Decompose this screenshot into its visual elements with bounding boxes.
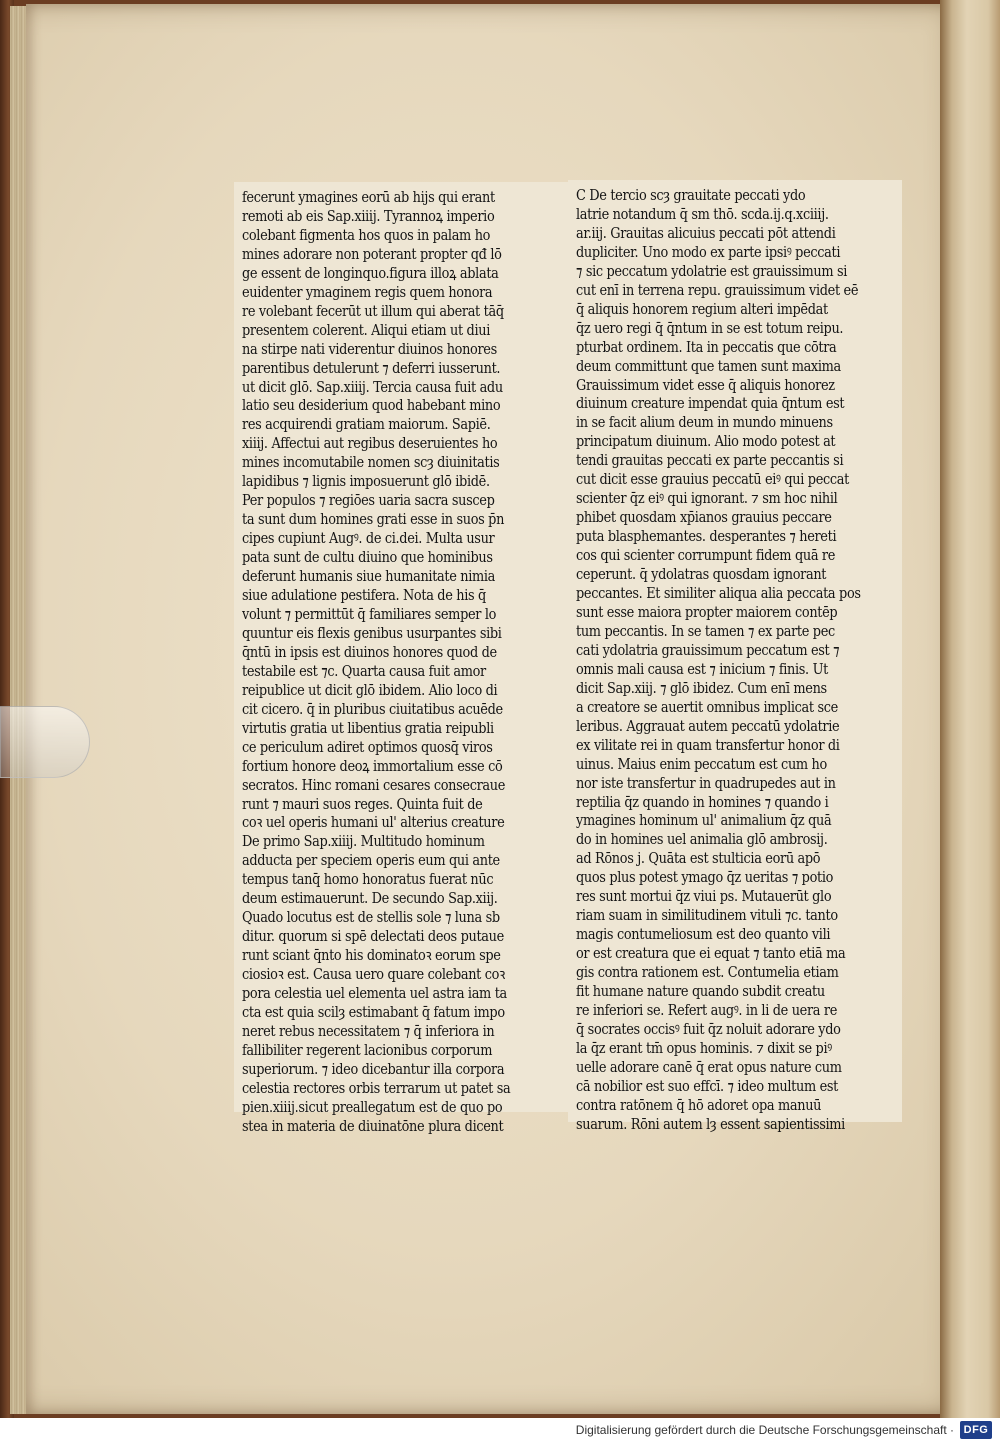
text-line: runt sciant q̄nto his dominatoꝛ eorum spe — [242, 946, 501, 965]
text-line: Per populos ⁊ regiōes uaria sacra suscep — [242, 491, 495, 510]
text-line: virtutis gratia ut libentius gratia reipubli — [242, 718, 494, 737]
text-line: q̄ntū in ipsis est diuinos honores quod de — [242, 642, 497, 661]
text-line: uelle adorare canē q̄ erat opus nature cum — [576, 1057, 842, 1076]
text-line: fortium honore deoꝝ immortalium esse cō — [242, 756, 503, 775]
text-line: cut dicit esse grauius peccatū eiꝰ qui peccat — [576, 470, 849, 489]
text-line: reipublice ut dicit glō ibidem. Alio loco di — [242, 680, 498, 699]
text-line: remoti ab eis Sap.xiiij. Tyrannoꝝ imperio — [242, 206, 495, 225]
text-line: ciosioꝛ est. Causa uero quare colebant coꝛ — [242, 965, 505, 984]
digitization-footer — [0, 1418, 1000, 1445]
text-line: superiorum. ⁊ ideo dicebantur illa corpora — [242, 1059, 505, 1078]
text-line: mines adorare non poterant propter qđ lō — [242, 244, 502, 263]
text-line: parentibus detulerunt ⁊ deferri iusserunt. — [242, 358, 501, 377]
text-line: cut enī in terrena repu. grauissimum videt eē — [576, 280, 859, 299]
text-line: siue adulatione pestifera. Nota de his q̄ — [242, 586, 486, 605]
text-line: in se facit alium deum in mundo minuens — [576, 413, 833, 432]
text-line: res acquirendi gratiam maiorum. Sapiē. — [242, 415, 491, 434]
text-line: ut dicit glō. Sap.xiiij. Tercia causa fuit adu — [242, 377, 503, 396]
text-line: puta blasphemantes. desperantes ⁊ hereti — [576, 527, 837, 546]
text-line: cipes cupiunt Augꝰ. de ci.dei. Multa usur — [242, 529, 495, 548]
text-line: latio seu desiderium quod habebant mino — [242, 396, 501, 415]
text-line: fallibiliter regerent lacionibus corporum — [242, 1040, 493, 1059]
text-line: ta sunt dum homines grati esse in suos p̄n — [242, 510, 505, 529]
text-line: deferunt humanis siue humanitate nimia — [242, 567, 496, 586]
text-line: quos plus potest ymago q̄z ueritas ⁊ potio — [576, 868, 834, 887]
text-line: peccantes. Et similiter aliqua alia peccata pos — [576, 584, 861, 603]
text-line: deum committunt que tamen sunt maxima — [576, 356, 841, 375]
text-line: reptilia q̄z quando in homines ⁊ quando i — [576, 792, 829, 811]
text-line: euidenter ymaginem regis quem honora — [242, 282, 493, 301]
text-line: ceperunt. q̄ ydolatras quosdam ignorant — [576, 565, 827, 584]
text-line: diuinum creature impendat quia q̄ntum est — [576, 394, 845, 413]
text-column-right — [568, 180, 902, 1133]
text-line: ⁊ sic peccatum ydolatrie est grauissimum si — [576, 261, 848, 280]
text-line: suarum. Rōni autem lȝ essent sapientissimi — [576, 1114, 845, 1133]
text-line: latrie notandum q̄ sm thō. scda.ij.q.xciiij. — [576, 204, 829, 223]
text-line: nor iste transfertur in quadrupedes aut in — [576, 773, 836, 792]
text-line: res sunt mortui q̄z viui ps. Mutauerūt glo — [576, 887, 832, 906]
text-column-left — [234, 182, 568, 1135]
text-line: dicit Sap.xiij. ⁊ glō ibidez. Cum enī mens — [576, 678, 827, 697]
text-line: sunt esse maiora propter maiorem contēp — [576, 602, 838, 621]
text-line: volunt ⁊ permittūt q̄ familiares semper lo — [242, 604, 497, 623]
text-line: ce periculum adiret optimos quosq̄ viros — [242, 737, 493, 756]
text-line: fecerunt ymagines eorū ab hijs qui erant — [242, 188, 495, 206]
text-line: scienter q̄z eiꝰ qui ignorant. ⁊ sm hoc nihil — [576, 489, 838, 508]
text-line: secratos. Hinc romani cesares consecraue — [242, 775, 506, 794]
funding-notice: Digitalisierung gefördert durch die Deutsche Forschungsgemeinschaft · — [575, 1423, 954, 1437]
text-line: colebant figmenta hos quos in palam ho — [242, 225, 491, 244]
text-line: na stirpe nati viderentur diuinos honores — [242, 339, 497, 358]
text-line: ditur. quorum si spē delectati deos putaue — [242, 927, 504, 946]
text-line: q̄z uero regi q̄ q̄ntum in se est totum reipu. — [576, 318, 844, 337]
text-line: neret rebus necessitatem ⁊ q̄ inferiora in — [242, 1021, 495, 1040]
text-line: tum peccantis. In se tamen ⁊ ex parte pec — [576, 621, 835, 640]
text-line: pien.xiiij.sicut preallegatum est de quo po — [242, 1097, 503, 1116]
text-line: presentem colerent. Aliqui etiam ut diui — [242, 320, 491, 339]
text-line: cit cicero. q̄ in pluribus ciuitatibus acuēde — [242, 699, 503, 718]
text-line: cā nobilior est suo effcī. ⁊ ideo multum est — [576, 1076, 839, 1095]
text-line: cati ydolatria grauissimum peccatum est ⁊ — [576, 640, 840, 659]
text-line: fit humane nature quando subdit creatu — [576, 982, 825, 1001]
text-line: principatum diuinum. Alio modo potest at — [576, 432, 836, 451]
text-line: magis contumeliosum est deo quanto vili — [576, 925, 831, 944]
page-holder-clip — [0, 706, 90, 778]
text-line: stea in materia de diuinatōne plura dicent — [242, 1116, 504, 1135]
text-line: ymagines hominum ul' animalium q̄z quā — [576, 811, 832, 830]
text-line: runt ⁊ mauri suos reges. Quinta fuit de — [242, 794, 483, 813]
text-line: riam suam in similitudinem vituli ⁊c. tanto — [576, 906, 838, 925]
text-line: ex vilitate rei in quam transfertur honor di — [576, 735, 840, 754]
text-line: omnis mali causa est ⁊ inicium ⁊ finis. Ut — [576, 659, 828, 678]
text-line: celestia rectores orbis terrarum ut patet sa — [242, 1078, 511, 1097]
text-line: lapidibus ⁊ lignis imposuerunt glō ibidē. — [242, 472, 490, 491]
text-line: Grauissimum videt esse q̄ aliquis honorez — [576, 375, 835, 394]
text-line: do in homines uel animalia glō ambrosij. — [576, 830, 828, 849]
text-line: la q̄z erant tm̄ opus hominis. ⁊ dixit se piꝰ — [576, 1038, 832, 1057]
text-line: gis contra rationem est. Contumelia etiam — [576, 963, 839, 982]
text-line: testabile est ⁊c. Quarta causa fuit amor — [242, 661, 486, 680]
text-line: or est creatura que ei equat ⁊ tanto etiā ma — [576, 944, 846, 963]
text-line: re inferiori se. Refert augꝰ. in li de uera re — [576, 1000, 838, 1019]
text-line: De primo Sap.xiiij. Multitudo hominum — [242, 832, 485, 851]
text-line: mines incomutabile nomen scȝ diuinitatis — [242, 453, 500, 472]
facing-page-gutter — [940, 0, 1000, 1418]
text-line: phibet quosdam xp̄ianos grauius peccare — [576, 508, 832, 527]
text-line: pora celestia uel elementa uel astra iam ta — [242, 984, 507, 1003]
dfg-logo: DFG — [960, 1421, 992, 1439]
text-line: a creatore se auertit omnibus implicat sce — [576, 697, 838, 716]
text-line: q̄ aliquis honorem regium alteri impēdat — [576, 299, 828, 318]
text-line: contra ratōnem q̄ hō adoret opa manuū — [576, 1095, 822, 1114]
text-line: ar.iij. Grauitas alicuius peccati pōt attendi — [576, 223, 836, 242]
text-line: re volebant fecerūt ut illum qui aberat tāq̄ — [242, 301, 504, 320]
text-line: ge essent de longinquo.figura illoꝝ ablata — [242, 263, 499, 282]
text-line: coꝛ uel operis humani ul' alterius creature — [242, 813, 505, 832]
text-line: xiiij. Affectui aut regibus deseruientes ho — [242, 434, 498, 453]
text-line: pturbat ordinem. Ita in peccatis que cōtra — [576, 337, 837, 356]
text-line: dupliciter. Uno modo ex parte ipsiꝰ peccati — [576, 242, 841, 261]
text-line: uinus. Maius enim peccatum est cum ho — [576, 754, 827, 773]
text-line: tempus tanq̄ homo honoratus fuerat nūc — [242, 870, 494, 889]
text-line: quuntur eis flexis genibus usurpantes sibi — [242, 623, 502, 642]
text-line: ad Rōnos j. Quāta est stulticia eorū apō — [576, 849, 821, 868]
text-line: Quado locutus est de stellis sole ⁊ luna sb — [242, 908, 500, 927]
text-line: tendi grauitas peccati ex parte peccantis si — [576, 451, 844, 470]
text-line: deum estimauerunt. De secundo Sap.xiij. — [242, 889, 498, 908]
text-line: q̄ socrates occisꝰ fuit q̄z noluit adorare ydo — [576, 1019, 841, 1038]
text-line: cos qui scienter corrumpunt fidem quā re — [576, 546, 836, 565]
text-line: cta est quia scilȝ estimabant q̄ fatum impo — [242, 1002, 505, 1021]
text-line: adducta per speciem operis eum qui ante — [242, 851, 500, 870]
text-line: pata sunt de cultu diuino que hominibus — [242, 548, 493, 567]
text-line: C De tercio scȝ grauitate peccati ydo — [576, 186, 806, 204]
text-line: leribus. Aggrauat autem peccatū ydolatrie — [576, 716, 840, 735]
